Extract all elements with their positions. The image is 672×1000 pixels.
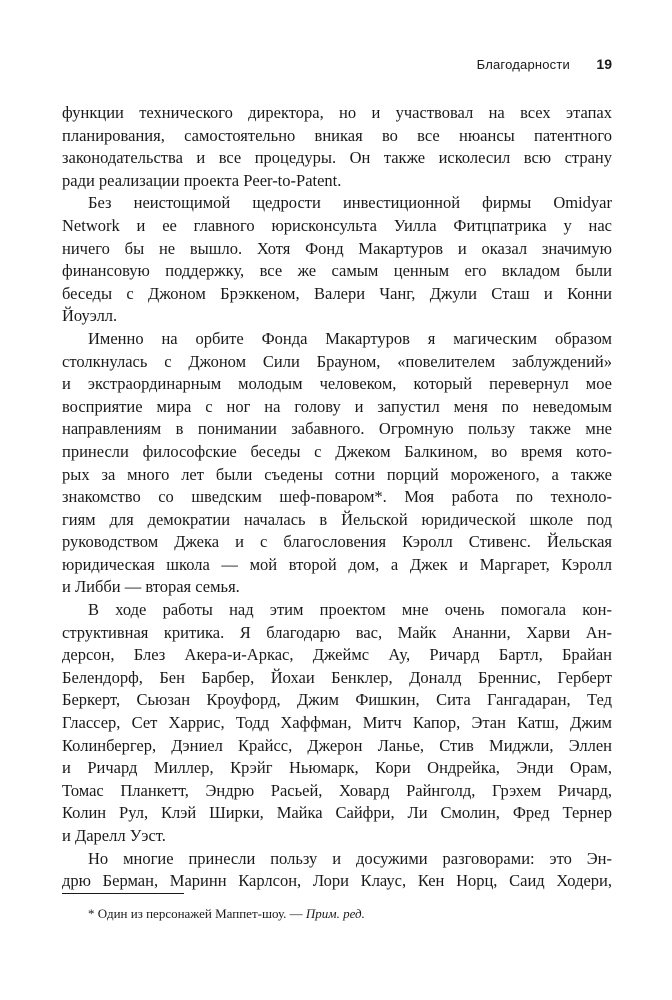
page-number: 19 [596, 56, 612, 72]
text-line: Глассер, Сет Харрис, Тодд Хаффман, Митч Капор, Этан Катш, Джим [62, 713, 612, 733]
footnote-text: * Один из персонажей Маппет-шоу. — [88, 906, 303, 921]
text-line: направлениям в понимании забавного. Огромную пользу также мне [62, 419, 612, 439]
text-line: функции технического директора, но и участвовал на всех этапах [62, 103, 612, 122]
text-line: Беркерт, Сьюзан Кроуфорд, Джим Фишкин, Сита Гангадаран, Тед [62, 690, 612, 710]
body-text [62, 102, 612, 893]
text-line: принесли философские беседы с Джеком Балкином, во время кото- [62, 441, 612, 461]
running-head [62, 55, 612, 77]
text-line: финансовую поддержку, все же самым ценным его вкладом были [62, 261, 612, 281]
text-line: В ходе работы над этим проектом мне очень помогала кон- [88, 600, 612, 620]
text-line: Йоуэлл. [62, 306, 118, 326]
text-line: беседы с Джоном Брэккеном, Валери Чанг, Джули Сташ и Конни [62, 283, 612, 303]
text-line: дрю Берман, Маринн Карлсон, Лори Клаус, Кен Норц, Саид Ходери, [62, 871, 612, 891]
text-line: рых за много лет были съедены сотни порций мороженого, а также [62, 464, 612, 484]
text-line: и Либби — вторая семья. [62, 577, 240, 597]
text-line: руководством Джека и с благословения Кэролл Стивенс. Йельская [62, 532, 612, 552]
text-line: и Дарелл Уэст. [62, 826, 166, 845]
text-line: Белендорф, Бен Барбер, Йохаи Бенклер, Доналд Бреннис, Герберт [62, 667, 612, 687]
footnote-divider [62, 893, 184, 894]
text-line: и экстраординарным молодым человеком, который перевернул мое [62, 374, 612, 394]
text-line: дерсон, Блез Акера-и-Аркас, Джеймс Ау, Ричард Бартл, Брайан [62, 645, 612, 665]
text-line: ради реализации проекта Peer-to-Patent. [62, 170, 342, 190]
text-line: Network и ее главного юрисконсульта Уилла Фитцпатрика у нас [62, 215, 612, 235]
text-line: гиям для демократии началась в Йельской юридической школе под [62, 509, 612, 529]
text-line: планирования, самостоятельно вникая во все нюансы патентного [62, 125, 612, 145]
section-title: Благодарности [476, 57, 570, 72]
text-line: структивная критика. Я благодарю вас, Майк Ананни, Харви Ан- [62, 622, 612, 642]
text-line: и Ричард Миллер, Крэйг Ньюмарк, Кори Ондрейка, Энди Орам, [62, 758, 612, 778]
text-line: Колин Рул, Клэй Ширки, Майка Сайфри, Ли Смолин, Фред Тернер [62, 803, 612, 823]
footnote [88, 906, 365, 922]
text-line: столкнулась с Джоном Сили Брауном, «повелителем заблуждений» [62, 351, 612, 371]
text-line: Томас Планкетт, Эндрю Расьей, Ховард Райнголд, Грэхем Ричард, [62, 780, 612, 800]
text-line: Именно на орбите Фонда Макартуров я магическим образом [88, 328, 612, 348]
editor-note: Прим. ред. [305, 906, 365, 921]
text-line: Без неистощимой щедрости инвестиционной фирмы Omidyar [88, 193, 612, 213]
text-line: ничего бы не вышло. Хотя Фонд Макартуров и оказал значимую [62, 238, 612, 258]
text-line: законодательства и все процедуры. Он также исколесил всю страну [62, 148, 612, 168]
text-line: знакомство со шведским шеф-поваром*. Моя работа по техноло- [62, 487, 612, 507]
text-line: Но многие принесли пользу и досужими разговорами: это Эн- [88, 848, 612, 868]
text-line: юридическая школа — мой второй дом, а Джек и Маргарет, Кэролл [62, 554, 612, 574]
text-line: восприятие мира с ног на голову и запустил меня по неведомым [62, 396, 612, 416]
text-line: Колинбергер, Дэниел Крайсс, Джерон Ланье, Стив Миджли, Эллен [62, 735, 612, 755]
